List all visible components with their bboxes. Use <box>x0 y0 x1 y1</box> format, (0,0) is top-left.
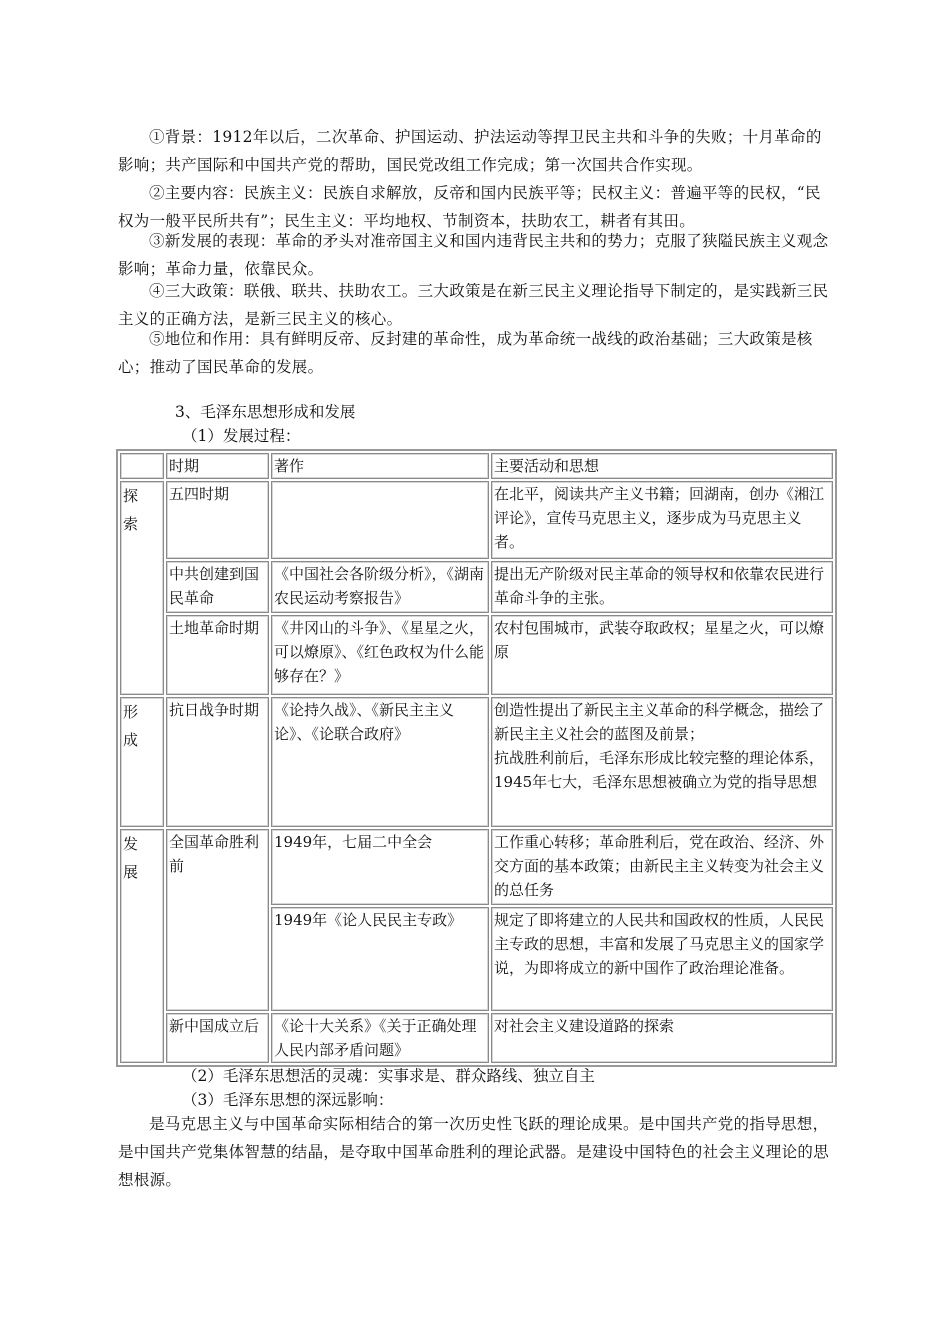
table-row <box>120 697 833 827</box>
activities-cell: 对社会主义建设道路的探索 <box>491 1013 833 1063</box>
stage-cell-develop <box>120 829 164 1063</box>
period-cell: 五四时期 <box>166 481 269 559</box>
table-row <box>120 1013 833 1063</box>
subheading-influence: （3）毛泽东思想的深远影响： <box>182 1091 394 1109</box>
works-cell: 《论十大关系》《关于正确处理人民内部矛盾问题》 <box>271 1013 489 1063</box>
works-cell <box>271 481 489 559</box>
activities-line: 创造性提出了新民主主义革命的科学概念，描绘了新民主主义社会的蓝图及前景； <box>494 701 825 743</box>
period-cell: 抗日战争时期 <box>166 697 269 827</box>
works-cell: 1949年《论人民民主专政》 <box>271 907 489 1011</box>
stage-cell-explore <box>120 481 164 695</box>
activities-cell: 农村包围城市，武装夺取政权；星星之火，可以燎原 <box>491 615 833 695</box>
stage-cell-form <box>120 697 164 827</box>
table-row <box>120 481 833 559</box>
subheading-process: （1）发展过程： <box>182 427 301 445</box>
paragraph-new-development: ③新发展的表现：革命的矛头对准帝国主义和国内违背民主共和的势力；克服了狭隘民族主义观念影响；革命力量，依靠民众。 <box>118 232 829 278</box>
works-cell: 1949年，七届二中全会 <box>271 829 489 905</box>
works-cell: 《中国社会各阶级分析》，《湖南农民运动考察报告》 <box>271 561 489 613</box>
paragraph-main-content: ②主要内容：民族主义：民族自求解放，反帝和国内民族平等；民权主义：普遍平等的民权，“民权为一般平民所共有”；民生主义：平均地权、节制资本，扶助农工，耕者有其田。 <box>118 184 821 230</box>
table-row <box>120 829 833 905</box>
table-header-row <box>120 453 833 479</box>
activities-cell: 规定了即将建立的人民共和国政权的性质，人民民主专政的思想，丰富和发展了马克思主义的国家学说，为即将成立的新中国作了政治理论准备。 <box>491 907 833 1011</box>
header-cell-blank <box>120 453 164 479</box>
works-cell: 《论持久战》、《新民主主义论》、《论联合政府》 <box>271 697 489 827</box>
table-row <box>120 615 833 695</box>
header-cell-activities: 主要活动和思想 <box>491 453 833 479</box>
paragraph-background: ①背景：1912年以后，二次革命、护国运动、护法运动等捍卫民主共和斗争的失败；十月革命的影响；共产国际和中国共产党的帮助，国民党改组工作完成；第一次国共合作实现。 <box>118 128 822 174</box>
activities-cell: 在北平，阅读共产主义书籍；回湖南，创办《湘江评论》，宣传马克思主义，逐步成为马克思主义者。 <box>491 481 833 559</box>
activities-cell: 工作重心转移；革命胜利后，党在政治、经济、外交方面的基本政策；由新民主主义转变为社会主义的总任务 <box>491 829 833 905</box>
period-cell: 新中国成立后 <box>166 1013 269 1063</box>
period-cell: 全国革命胜利前 <box>166 829 269 1011</box>
stage-label: 探索 <box>123 487 139 533</box>
stage-label: 发展 <box>123 835 139 881</box>
activities-cell: 提出无产阶级对民主革命的领导权和依靠农民进行革命斗争的主张。 <box>491 561 833 613</box>
subheading-soul: （2）毛泽东思想活的灵魂：实事求是、群众路线、独立自主 <box>182 1067 595 1085</box>
paragraph-status-role: ⑤地位和作用：具有鲜明反帝、反封建的革命性，成为革命统一战线的政治基础；三大政策是核心；推动了国民革命的发展。 <box>118 330 813 376</box>
stage-label: 形成 <box>123 703 139 749</box>
works-cell: 《井冈山的斗争》、《星星之火，可以燎原》、《红色政权为什么能够存在？》 <box>271 615 489 695</box>
activities-line: 抗战胜利前后，毛泽东形成比较完整的理论体系，1945年七大，毛泽东思想被确立为党的指导思想 <box>494 749 825 791</box>
development-table <box>116 449 837 1067</box>
paragraph-three-policies: ④三大政策：联俄、联共、扶助农工。三大政策是在新三民主义理论指导下制定的，是实践新三民主义的正确方法，是新三民主义的核心。 <box>118 282 829 328</box>
paragraph-conclusion: 是马克思主义与中国革命实际相结合的第一次历史性飞跃的理论成果。是中国共产党的指导思想，是中国共产党集体智慧的结晶，是夺取中国革命胜利的理论武器。是建设中国特色的社会主义理论的思想根源。 <box>118 1115 830 1189</box>
header-cell-period: 时期 <box>166 453 269 479</box>
table-row <box>120 561 833 613</box>
period-cell: 土地革命时期 <box>166 615 269 695</box>
header-cell-works: 著作 <box>271 453 489 479</box>
activities-cell <box>491 697 833 827</box>
section-title: 3、毛泽东思想形成和发展 <box>175 403 356 421</box>
period-cell: 中共创建到国民革命 <box>166 561 269 613</box>
